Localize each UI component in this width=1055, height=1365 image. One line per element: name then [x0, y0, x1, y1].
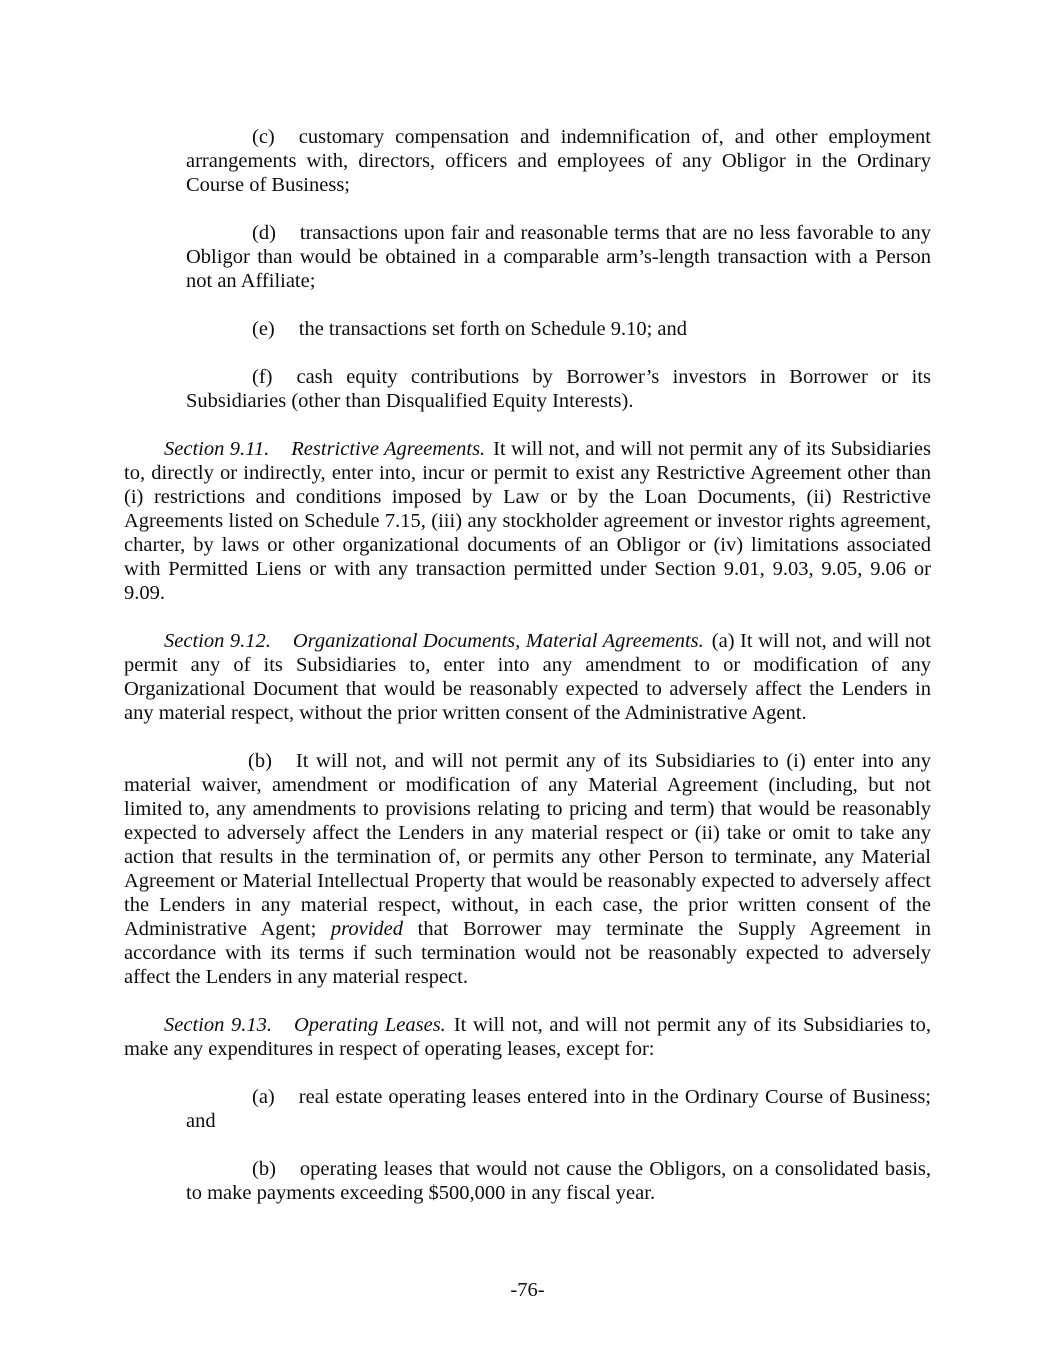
section-9-11-number: Section 9.11. — [164, 438, 270, 460]
section-9-12-number: Section 9.12. — [164, 630, 271, 652]
clause-d-text: transactions upon fair and reasonable terms that are no less favorable to any Obligor than would be obtained in a comparable arm’s-length transaction with a Person not an Affiliate; — [186, 222, 931, 292]
section-9-12 — [124, 629, 931, 725]
section-9-13 — [124, 1013, 931, 1061]
clause-c-label: (c) — [252, 126, 275, 148]
section-9-13-text: It will not, and will not permit any of its Subsidiaries to, make any expenditures in respect of operating leases, except for: — [124, 1014, 932, 1060]
section-9-11-title: Restrictive Agreements. — [291, 438, 486, 460]
section-9-12-title: Organizational Documents, Material Agreements. — [292, 630, 704, 652]
section-9-13-title: Operating Leases. — [293, 1014, 446, 1036]
clause-f — [186, 365, 931, 413]
document-body — [124, 125, 931, 1229]
section-9-13-number: Section 9.13. — [164, 1014, 272, 1036]
clause-c-text: customary compensation and indemnification of, and other employment arrangements with, directors, officers and employees of any Obligor in the Ordinary Course of Business; — [186, 126, 931, 196]
clause-9-13-b-label: (b) — [252, 1158, 276, 1180]
clause-9-12-b-text-after: that Borrower may terminate the Supply Agreement in accordance with its terms if such termination would not be reasonably expected to adversely affect the Lenders in any material respect. — [124, 918, 931, 988]
clause-e-text: the transactions set forth on Schedule 9.10; and — [298, 318, 688, 340]
clause-9-13-a — [186, 1085, 931, 1133]
page-number: -76- — [510, 1279, 545, 1301]
section-9-12-text: (a) It will not, and will not permit any of its Subsidiaries to, enter into any amendment to or modification of any Organizational Document that would be reasonably expected to adversely affect the Lenders in any material respect, without the prior written consent of the Administrative Agent. — [124, 630, 931, 724]
clause-9-13-a-label: (a) — [252, 1086, 275, 1108]
clause-9-13-a-text: real estate operating leases entered into in the Ordinary Course of Business; and — [186, 1086, 931, 1132]
clause-e-label: (e) — [252, 318, 275, 340]
clause-f-text: cash equity contributions by Borrower’s investors in Borrower or its Subsidiaries (other than Disqualified Equity Interests). — [186, 366, 931, 412]
clause-9-13-b — [186, 1157, 931, 1205]
section-9-11-text: It will not, and will not permit any of its Subsidiaries to, directly or indirectly, enter into, incur or permit to exist any Restrictive Agreement other than (i) restrictions and conditions imposed by Law or by the Loan Documents, (ii) Restrictive Agreements listed on Schedule 7.15, (iii) any stockholder agreement or investor rights agreement, charter, by laws or other organizational documents of an Obligor or (iv) limitations associated with Permitted Liens or with any transaction permitted under Section 9.01, 9.03, 9.05, 9.06 or 9.09. — [124, 438, 931, 604]
clause-d-label: (d) — [252, 222, 276, 244]
clause-9-12-b-text-before: It will not, and will not permit any of its Subsidiaries to (i) enter into any material waiver, amendment or modification of any Material Agreement (including, but not limited to, any amendments to provisions relating to pricing and term) that would be reasonably expected to adversely affect the Lenders in any material respect or (ii) take or omit to take any action that results in the termination of, or permits any other Person to terminate, any Material Agreement or Material Intellectual Property that would be reasonably expected to adversely affect the Lenders in any material respect, without, in each case, the prior written consent of the Administrative Agent; — [124, 750, 931, 940]
clause-9-12-b — [124, 749, 931, 989]
clause-c — [186, 125, 931, 197]
clause-9-12-b-emphasis: provided — [330, 918, 404, 940]
clause-e — [186, 317, 931, 341]
clause-d — [186, 221, 931, 293]
section-9-11 — [124, 437, 931, 605]
clause-9-13-b-text: operating leases that would not cause the Obligors, on a consolidated basis, to make payments exceeding $500,000 in any fiscal year. — [186, 1158, 931, 1204]
clause-f-label: (f) — [252, 366, 273, 388]
clause-9-12-b-label: (b) — [248, 750, 272, 772]
